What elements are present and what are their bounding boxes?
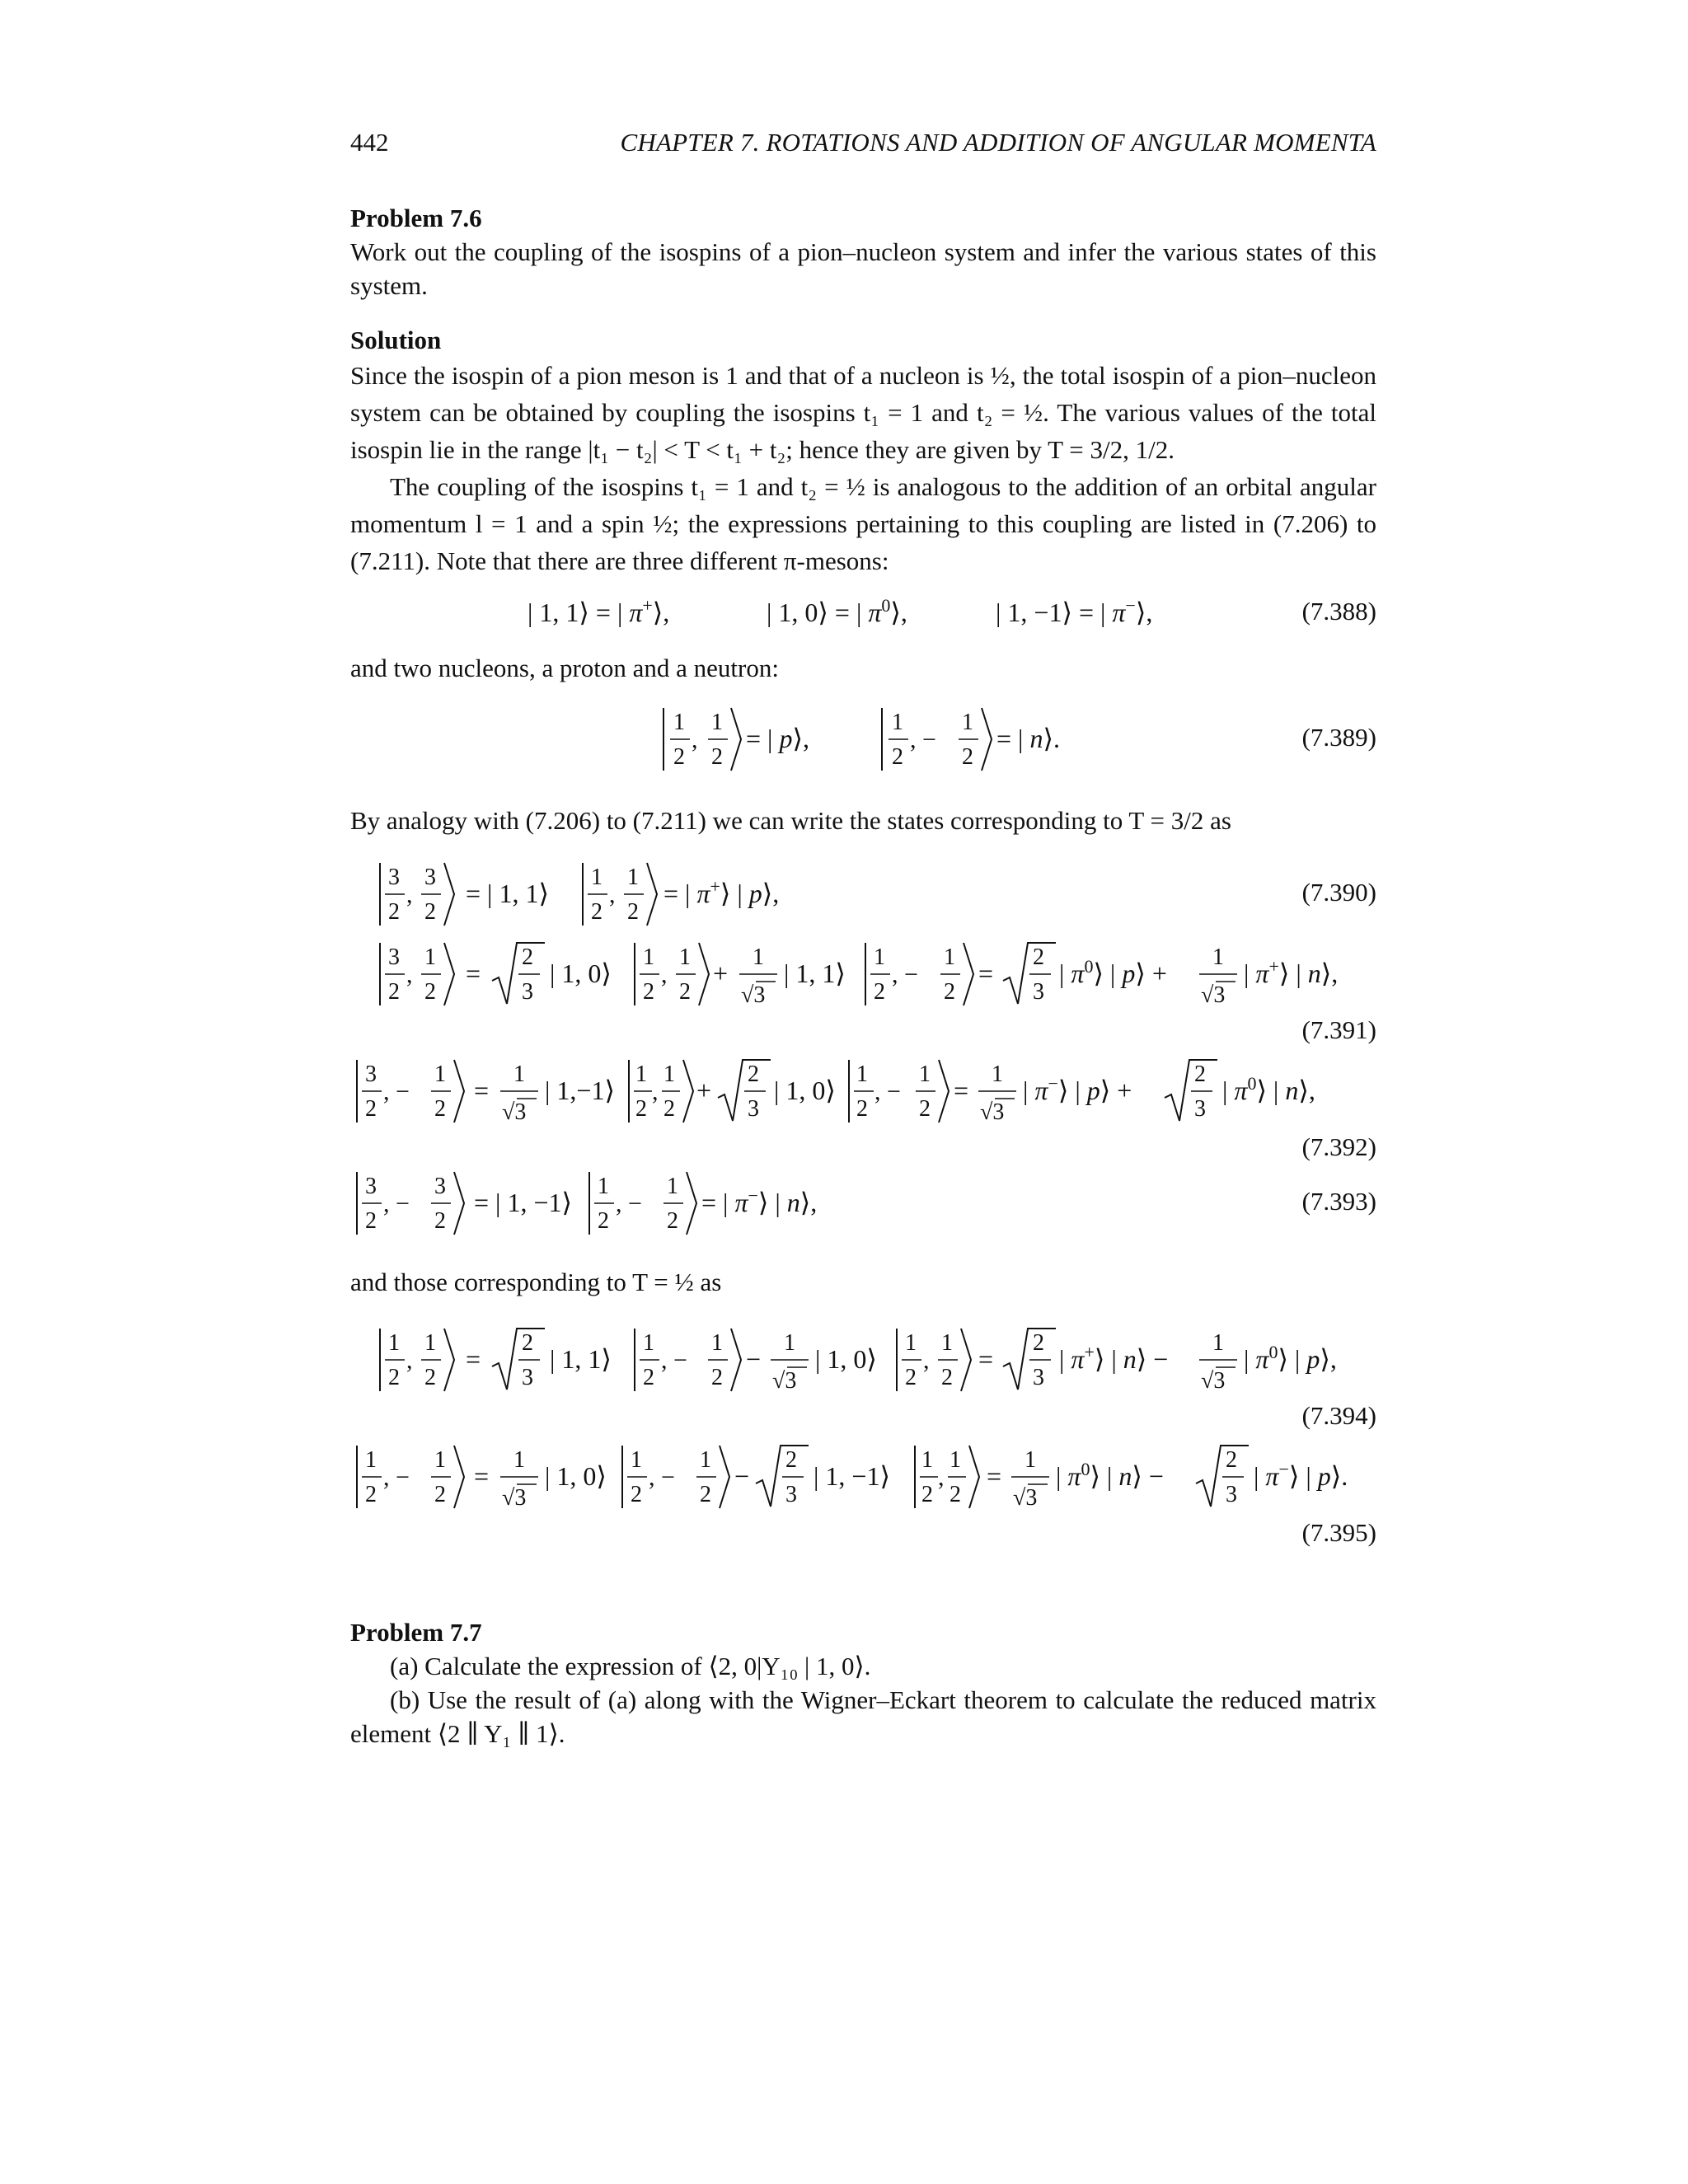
equation-7-388-math	[350, 592, 1376, 633]
svg-text:2: 2	[892, 744, 903, 770]
svg-text:2: 2	[944, 979, 955, 1005]
equation-number-7-393: (7.393)	[1301, 1187, 1376, 1216]
svg-text:| π−⟩ | p⟩ +: | π−⟩ | p⟩ +	[1023, 1073, 1132, 1105]
svg-text:1: 1	[513, 1062, 525, 1087]
svg-text:1: 1	[424, 944, 436, 970]
svg-text:| π0⟩ | p⟩ +: | $\pi^0⟩$ | p⟩ +	[1059, 956, 1167, 988]
svg-text:1: 1	[992, 1062, 1003, 1087]
svg-text:| π−⟩ | p⟩.: | π−⟩ | p⟩.	[1254, 1459, 1348, 1491]
svg-text:2: 2	[388, 899, 400, 925]
svg-text:3: 3	[1033, 979, 1044, 1005]
svg-text:3: 3	[522, 1365, 533, 1390]
svg-text:1: 1	[950, 1447, 961, 1473]
equation-7-395-math	[350, 1442, 1376, 1558]
equation-number-7-395: (7.395)	[1301, 1518, 1376, 1547]
svg-text:,: ,	[609, 881, 616, 908]
svg-text:−: −	[746, 1344, 762, 1374]
svg-text:+: +	[696, 1076, 712, 1105]
svg-text:2: 2	[785, 1447, 797, 1473]
equation-7-393-math	[350, 1169, 1376, 1239]
svg-text:3: 3	[365, 1062, 377, 1087]
svg-text:3: 3	[388, 944, 400, 970]
svg-text:3: 3	[1226, 1482, 1237, 1507]
svg-text:1: 1	[1025, 1447, 1036, 1473]
running-title: CHAPTER 7. ROTATIONS AND ADDITION OF ANGULAR MOMENTA	[620, 128, 1376, 157]
svg-text:3: 3	[748, 1096, 759, 1122]
svg-text:, −: , −	[649, 1464, 675, 1491]
svg-text:| 1, 1⟩: | 1, 1⟩	[550, 1344, 612, 1374]
svg-text:2: 2	[919, 1096, 931, 1122]
svg-text:2: 2	[874, 979, 885, 1005]
svg-text:2: 2	[631, 1482, 642, 1507]
svg-text:| π0⟩ | p⟩,: | $\pi^0⟩$ | p⟩,	[1244, 1342, 1337, 1374]
svg-text:√3: √3	[502, 1485, 527, 1511]
svg-text:−: −	[734, 1461, 750, 1491]
problem-7-6	[350, 201, 1376, 302]
svg-text:=: =	[466, 1344, 481, 1374]
svg-text:2: 2	[627, 899, 639, 925]
svg-text:,: ,	[406, 1347, 413, 1374]
svg-text:1: 1	[919, 1062, 931, 1087]
svg-text:, −: , −	[874, 1078, 901, 1105]
equation-number-7-389: (7.389)	[1301, 723, 1376, 752]
svg-text:3: 3	[1194, 1096, 1206, 1122]
svg-text:1: 1	[905, 1330, 917, 1356]
svg-text:2: 2	[591, 899, 603, 925]
svg-text:2: 2	[598, 1208, 609, 1234]
equation-7-393	[350, 1169, 1376, 1239]
svg-text:1: 1	[784, 1330, 795, 1356]
svg-text:,: ,	[406, 961, 413, 988]
svg-text:=: =	[466, 958, 481, 988]
svg-text:2: 2	[434, 1208, 446, 1234]
equation-number-7-391: (7.391)	[1301, 1015, 1376, 1044]
problem-7-7-part-b: (b) Use the result of (a) along with the Wigner–Eckart theorem to calculate the reduced matrix element ⟨2 ∥ Y₁ ∥ 1⟩.	[350, 1685, 1376, 1748]
svg-text:1: 1	[1212, 944, 1224, 970]
svg-text:1: 1	[513, 1447, 525, 1473]
equation-7-395	[350, 1442, 1376, 1558]
svg-text:1: 1	[627, 865, 639, 890]
svg-text:| 1, 0⟩: | 1, 0⟩	[545, 1461, 607, 1491]
svg-text:1: 1	[643, 1330, 654, 1356]
svg-text:| π0⟩ | n⟩ −: | $\pi^0⟩$ | n⟩ −	[1056, 1459, 1164, 1491]
svg-text:2: 2	[1194, 1062, 1206, 1087]
svg-text:1: 1	[631, 1447, 642, 1473]
svg-text:2: 2	[522, 1330, 533, 1356]
svg-text:2: 2	[667, 1208, 678, 1234]
svg-text:3: 3	[785, 1482, 797, 1507]
svg-text:= | 1, 1⟩: = | 1, 1⟩	[466, 879, 549, 908]
svg-text:√3: √3	[1013, 1485, 1038, 1511]
equation-7-394	[350, 1325, 1376, 1441]
svg-text:,: ,	[661, 961, 668, 988]
svg-text:1: 1	[1212, 1330, 1224, 1356]
problem-7-7-part-a: (a) Calculate the expression of ⟨2, 0|Y₁₀ | 1, 0⟩.	[390, 1652, 871, 1680]
svg-text:1: 1	[874, 944, 885, 970]
svg-text:1: 1	[667, 1174, 678, 1199]
svg-text:=: =	[978, 1344, 994, 1374]
svg-text:3: 3	[1033, 1365, 1044, 1390]
svg-text:2: 2	[711, 1365, 723, 1390]
svg-text:3: 3	[434, 1174, 446, 1199]
svg-text:2: 2	[365, 1208, 377, 1234]
text-t-half: and those corresponding to T = ½ as	[350, 1268, 722, 1296]
equation-number-7-390: (7.390)	[1301, 878, 1376, 907]
svg-text:√3: √3	[502, 1099, 527, 1125]
equation-7-392-math	[350, 1057, 1376, 1172]
svg-text:2: 2	[700, 1482, 711, 1507]
svg-text:1: 1	[941, 1330, 953, 1356]
svg-text:2: 2	[643, 1365, 654, 1390]
svg-text:| 1, 1⟩ = | π+⟩,: | 1, 1⟩ = | π+⟩,	[528, 595, 670, 627]
svg-text:√3: √3	[1201, 1368, 1226, 1394]
svg-text:= | n⟩.: = | n⟩.	[996, 724, 1060, 753]
svg-text:,: ,	[692, 726, 698, 753]
svg-text:, −: , −	[383, 1078, 410, 1105]
svg-text:2: 2	[1226, 1447, 1237, 1473]
svg-text:2: 2	[905, 1365, 917, 1390]
problem-7-7-title: Problem 7.7	[350, 1618, 482, 1647]
svg-text:1: 1	[700, 1447, 711, 1473]
equation-number-7-394: (7.394)	[1301, 1401, 1376, 1430]
svg-text:1: 1	[434, 1447, 446, 1473]
svg-text:1: 1	[388, 1330, 400, 1356]
svg-text:√3: √3	[741, 982, 766, 1008]
svg-text:=: =	[954, 1076, 969, 1105]
svg-text:2: 2	[941, 1365, 953, 1390]
svg-text:| 1, 0⟩ = | π0⟩,: | 1, 0⟩ = | $\pi^0⟩$,	[767, 595, 907, 627]
svg-text:1: 1	[424, 1330, 436, 1356]
solution-title: Solution	[350, 326, 442, 354]
svg-text:2: 2	[388, 1365, 400, 1390]
svg-text:=: =	[987, 1461, 1002, 1491]
svg-text:= | π+⟩ | p⟩,: = | π+⟩ | p⟩,	[663, 876, 780, 908]
svg-text:2: 2	[962, 744, 973, 770]
svg-text:,: ,	[923, 1347, 930, 1374]
svg-text:1: 1	[962, 710, 973, 735]
svg-text:1: 1	[434, 1062, 446, 1087]
svg-text:= | p⟩,: = | p⟩,	[746, 724, 809, 753]
svg-text:2: 2	[663, 1096, 675, 1122]
svg-text:2: 2	[365, 1096, 377, 1122]
svg-text:1: 1	[663, 1062, 675, 1087]
svg-text:2: 2	[635, 1096, 647, 1122]
svg-text:1: 1	[711, 710, 723, 735]
svg-text:2: 2	[643, 979, 654, 1005]
svg-text:=: =	[978, 958, 994, 988]
svg-text:1: 1	[679, 944, 691, 970]
equation-7-389	[350, 705, 1376, 775]
svg-text:, −: , −	[383, 1190, 410, 1217]
svg-text:, −: , −	[616, 1190, 642, 1217]
svg-text:3: 3	[365, 1174, 377, 1199]
svg-text:1: 1	[856, 1062, 868, 1087]
svg-text:, −: , −	[892, 961, 918, 988]
svg-text:3: 3	[424, 865, 436, 890]
svg-text:1: 1	[921, 1447, 933, 1473]
equation-7-391	[350, 940, 1376, 1055]
svg-text:| π+⟩ | n⟩ −: | π+⟩ | n⟩ −	[1059, 1342, 1169, 1374]
equation-number-7-392: (7.392)	[1301, 1132, 1376, 1161]
svg-text:1: 1	[598, 1174, 609, 1199]
solution-paragraph-2: The coupling of the isospins t₁ = 1 and t₂ = ½ is analogous to the addition of an orbital angular momentum l = 1 and a spin ½; the expressions pertaining to this coupling are listed in (7.206) to (7.211). Note that there are three different π-mesons:	[350, 472, 1376, 575]
svg-text:2: 2	[748, 1062, 759, 1087]
svg-text:2: 2	[434, 1482, 446, 1507]
svg-text:| 1, 0⟩: | 1, 0⟩	[774, 1076, 836, 1105]
svg-text:| π0⟩ | n⟩,: | $\pi^0⟩$ | n⟩,	[1222, 1073, 1315, 1105]
page-number: 442	[350, 128, 389, 157]
svg-text:, −: , −	[910, 726, 936, 753]
text-analogy: By analogy with (7.206) to (7.211) we can write the states corresponding to T = 3/2 as	[350, 806, 1231, 835]
svg-text:√3: √3	[772, 1368, 797, 1394]
svg-text:,: ,	[938, 1464, 945, 1491]
svg-text:| 1, 0⟩: | 1, 0⟩	[815, 1344, 877, 1374]
svg-text:3: 3	[522, 979, 533, 1005]
svg-text:3: 3	[388, 865, 400, 890]
svg-text:2: 2	[711, 744, 723, 770]
svg-text:1: 1	[673, 710, 685, 735]
svg-text:1: 1	[944, 944, 955, 970]
svg-text:| 1,−1⟩: | 1,−1⟩	[545, 1076, 615, 1105]
svg-text:2: 2	[424, 899, 436, 925]
svg-text:,: ,	[652, 1078, 659, 1105]
svg-text:2: 2	[434, 1096, 446, 1122]
svg-text:, −: , −	[383, 1464, 410, 1491]
problem-7-7	[350, 1615, 1376, 1750]
page-header	[350, 124, 1376, 162]
problem-7-6-statement: Work out the coupling of the isospins of a pion–nucleon system and infer the various states of this system.	[350, 237, 1376, 300]
svg-text:2: 2	[424, 979, 436, 1005]
problem-7-6-title: Problem 7.6	[350, 204, 482, 232]
equation-7-392	[350, 1057, 1376, 1172]
svg-text:2: 2	[856, 1096, 868, 1122]
solution	[350, 323, 1376, 579]
svg-text:2: 2	[1033, 944, 1044, 970]
text-two-nucleons: and two nucleons, a proton and a neutron:	[350, 654, 779, 682]
equation-7-388	[350, 592, 1376, 633]
svg-text:1: 1	[892, 710, 903, 735]
svg-text:1: 1	[591, 865, 603, 890]
svg-text:| 1, 0⟩: | 1, 0⟩	[550, 958, 612, 988]
svg-text:= | 1, −1⟩: = | 1, −1⟩	[474, 1188, 572, 1217]
equation-number-7-388: (7.388)	[1301, 597, 1376, 626]
svg-text:=: =	[474, 1076, 490, 1105]
svg-text:, −: , −	[661, 1347, 687, 1374]
svg-text:2: 2	[424, 1365, 436, 1390]
equation-7-390	[350, 860, 1376, 930]
svg-text:2: 2	[950, 1482, 961, 1507]
svg-text:1: 1	[643, 944, 654, 970]
svg-text:+: +	[713, 958, 729, 988]
svg-text:| 1, −1⟩ = | π−⟩,: | 1, −1⟩ = | π−⟩,	[996, 595, 1153, 627]
solution-paragraph-1: Since the isospin of a pion meson is 1 and that of a nucleon is ½, the total isospin of a pion–nucleon system can be obtained by coupling the isospins t₁ = 1 and t₂ = ½. The various values of the total isospin lie in the range |t₁ − t₂| < T < t₁ + t₂; hence they are given by T = 3/2, 1/2.	[350, 361, 1376, 464]
svg-text:| 1, 1⟩: | 1, 1⟩	[784, 958, 846, 988]
svg-text:2: 2	[921, 1482, 933, 1507]
svg-text:1: 1	[365, 1447, 377, 1473]
svg-text:2: 2	[1033, 1330, 1044, 1356]
svg-text:2: 2	[679, 979, 691, 1005]
svg-text:√3: √3	[1201, 982, 1226, 1008]
svg-text:= | π−⟩ | n⟩,: = | π−⟩ | n⟩,	[701, 1185, 818, 1217]
svg-text:√3: √3	[980, 1099, 1005, 1125]
svg-text:2: 2	[522, 944, 533, 970]
equation-7-391-math	[350, 940, 1376, 1055]
svg-text:2: 2	[673, 744, 685, 770]
equation-7-394-math	[350, 1325, 1376, 1441]
svg-text:1: 1	[635, 1062, 647, 1087]
equation-7-390-math	[350, 860, 1376, 930]
svg-text:2: 2	[365, 1482, 377, 1507]
svg-text:,: ,	[406, 881, 413, 908]
svg-text:| π+⟩ | n⟩,: | π+⟩ | n⟩,	[1244, 956, 1339, 988]
svg-text:| 1, −1⟩: | 1, −1⟩	[814, 1461, 890, 1491]
svg-text:=: =	[474, 1461, 490, 1491]
equation-7-389-math	[350, 705, 1376, 775]
svg-text:2: 2	[388, 979, 400, 1005]
svg-text:1: 1	[753, 944, 764, 970]
svg-text:1: 1	[711, 1330, 723, 1356]
